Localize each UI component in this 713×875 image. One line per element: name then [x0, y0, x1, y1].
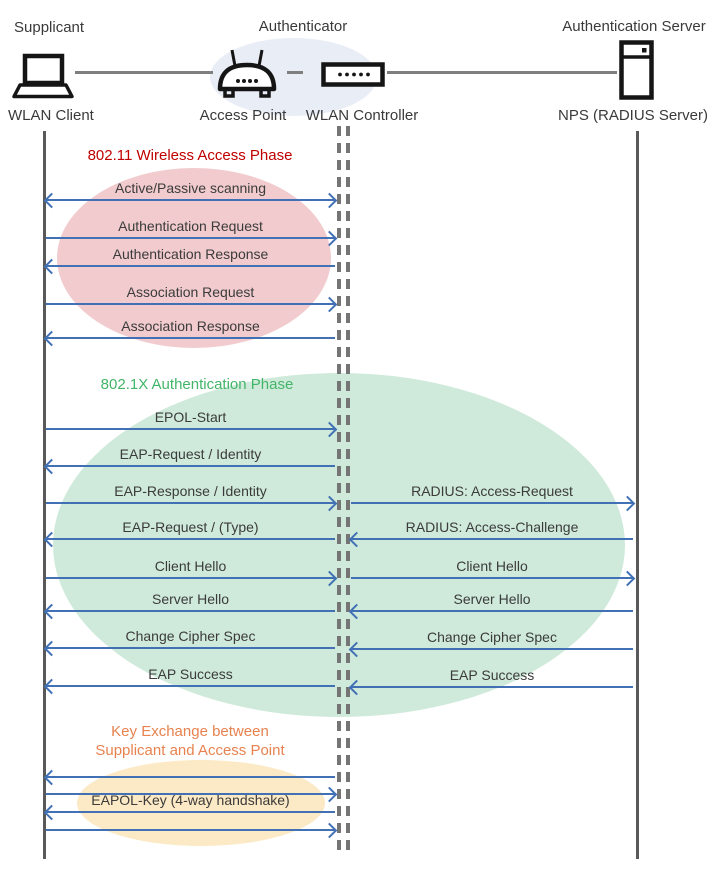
arrow-line — [46, 237, 335, 239]
arrow-line — [46, 685, 335, 687]
message-label: Authentication Request — [118, 218, 263, 234]
arrow-line — [46, 337, 335, 339]
arrow-line — [351, 502, 633, 504]
message-label: EAP Success — [449, 667, 535, 683]
arrow-line — [351, 577, 633, 579]
role-supplicant: Supplicant — [14, 19, 85, 36]
message-label: EAP-Request / (Type) — [122, 519, 259, 535]
arrow-line — [46, 829, 335, 831]
arrow-line — [46, 647, 335, 649]
device-label-nps: NPS (RADIUS Server) — [557, 107, 709, 124]
message-label: EAP-Response / Identity — [114, 483, 267, 499]
message-label: Client Hello — [456, 558, 528, 574]
message-label: Authentication Response — [112, 246, 269, 262]
arrow-line — [46, 610, 335, 612]
device-label-wlan-controller: WLAN Controller — [305, 107, 419, 124]
arrow-line — [46, 265, 335, 267]
message-label: Server Hello — [453, 591, 531, 607]
message-label: RADIUS: Access-Request — [411, 483, 573, 499]
arrow-line — [351, 648, 633, 650]
device-label-wlan-client: WLAN Client — [8, 107, 94, 124]
phase-title-key-exchange-line2: Supplicant and Access Point — [95, 742, 285, 759]
message-label: RADIUS: Access-Challenge — [405, 519, 579, 535]
arrow-line — [46, 776, 335, 778]
phase-title-key-exchange — [95, 722, 284, 760]
phase-title-key-exchange-line1: Key Exchange between — [111, 723, 269, 740]
arrow-line — [351, 610, 633, 612]
role-authentication-server: Authentication Server — [562, 18, 706, 35]
message-label: Change Cipher Spec — [125, 628, 256, 644]
role-authenticator: Authenticator — [258, 18, 348, 35]
arrow-line — [46, 577, 335, 579]
message-label: Association Request — [126, 284, 255, 300]
message-label: Association Response — [121, 318, 260, 334]
message-label: EAP Success — [148, 666, 233, 682]
message-label: Active/Passive scanning — [115, 180, 266, 196]
message-label: EPOL-Start — [154, 409, 227, 425]
arrow-line — [351, 538, 633, 540]
arrow-line — [46, 811, 335, 813]
arrow-line — [46, 538, 335, 540]
message-label: Client Hello — [154, 558, 227, 574]
message-label: Server Hello — [151, 591, 230, 607]
arrowhead-left-icon — [44, 770, 60, 786]
arrow-line — [46, 199, 335, 201]
arrow-line — [46, 303, 335, 305]
message-label: EAPOL-Key (4-way handshake) — [91, 792, 290, 808]
message-label: Change Cipher Spec — [427, 629, 557, 645]
arrow-line — [46, 465, 335, 467]
arrowhead-right-icon — [322, 823, 338, 839]
arrow-line — [351, 686, 633, 688]
phase-title-wireless-access: 802.11 Wireless Access Phase — [87, 147, 293, 164]
arrow-line — [46, 502, 335, 504]
device-label-access-point: Access Point — [199, 107, 287, 124]
arrow-line — [46, 428, 335, 430]
phase-title-authentication: 802.1X Authentication Phase — [100, 376, 294, 393]
message-label: EAP-Request / Identity — [119, 446, 262, 462]
